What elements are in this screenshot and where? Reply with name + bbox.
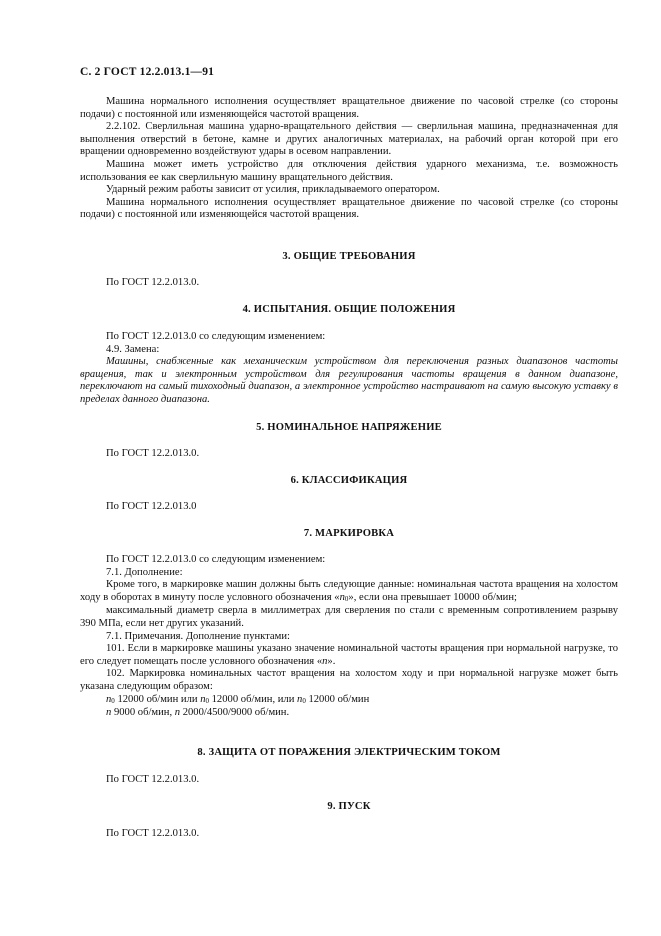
section-8 (80, 747, 618, 760)
section-4-text: По ГОСТ 12.2.013.0 со следующим изменением: (106, 331, 326, 342)
section-7-notes: 7.1. Примечания. Дополнение пунктами: (106, 630, 290, 642)
intro-paragraph-4: Ударный режим работы зависит от усилия, прикладываемого оператором. (106, 184, 440, 196)
section-8-text: По ГОСТ 12.2.013.0. (106, 774, 200, 785)
intro-paragraph-1: Машина нормального исполнения осуществляет вращательное движение по часовой стрелке (со стороны подачи) с постоянной или изменяющейся частотой вращения. (80, 96, 618, 120)
section-8-title: 8. ЗАЩИТА ОТ ПОРАЖЕНИЯ ЭЛЕКТРИЧЕСКИМ ТОКОМ (197, 747, 501, 758)
section-9-text: По ГОСТ 12.2.013.0. (106, 828, 200, 839)
intro-paragraph-2: 2.2.102. Сверлильная машина ударно-вращательного действия — сверлильная машина, предназначенная для выполнения отверстий в бетоне, камне и других аналогичных материалах, на рабочий орган которой при его вращении одновременно воздействуют удары в осевом направлении. (80, 121, 618, 158)
section-4-replacement-text: Машины, снабженные как механическим устройством для переключения разных диапазонов частоты вращения, так и электронным устройством для регулирования частоты вращения в данном диапазоне, переключают на самый тихоходный диапазон, а электронное устройство настраивают на самую высокую уставку в пределах данного диапазона. (80, 356, 618, 405)
section-5 (80, 422, 618, 435)
section-6 (80, 475, 618, 488)
intro-block (80, 96, 618, 222)
section-7-rated-speed-paragraph: Кроме того, в маркировке машин должны быть следующие данные: номинальная частота вращения на холостом ходу в оборотах в минуту после условного обозначения «$n_0$», если она превышает 10000 об/мин; (80, 579, 618, 603)
section-7-text: По ГОСТ 12.2.013.0 со следующим изменением: (106, 554, 326, 565)
section-3-title: 3. ОБЩИЕ ТРЕБОВАНИЯ (282, 251, 416, 262)
section-7-note-102: 102. Маркировка номинальных частот вращения на холостом ходу и при нормальной нагрузке может быть указана следующим образом: (80, 668, 618, 692)
section-6-title: 6. КЛАССИФИКАЦИЯ (290, 475, 408, 486)
section-3-text: По ГОСТ 12.2.013.0. (106, 277, 200, 288)
section-6-text: По ГОСТ 12.2.013.0 (106, 501, 197, 512)
page-header: С. 2 ГОСТ 12.2.013.1—91 (80, 66, 215, 78)
section-7-formula-1: $n_0$ 12000 об/мин или $n_0$ 12000 об/мин, или $n_0$ 12000 об/мин (106, 693, 370, 705)
section-5-text: По ГОСТ 12.2.013.0. (106, 448, 200, 459)
section-4-item: 4.9. Замена: (106, 343, 160, 355)
section-9-title: 9. ПУСК (327, 801, 371, 812)
section-7-addition: 7.1. Дополнение: (106, 566, 183, 578)
section-7-title: 7. МАРКИРОВКА (303, 528, 395, 539)
section-9 (80, 801, 618, 814)
section-5-title: 5. НОМИНАЛЬНОЕ НАПРЯЖЕНИЕ (256, 422, 442, 433)
section-4 (80, 304, 618, 317)
section-7-note-101: 101. Если в маркировке машины указано значение номинальной частоты вращения при нормальной нагрузке, то его следует помещать после условного обозначения «n». (80, 643, 618, 667)
section-3 (80, 251, 618, 264)
section-7-formula-2: n 9000 об/мин, n 2000/4500/9000 об/мин. (106, 707, 290, 719)
section-7 (80, 528, 618, 541)
section-7-drill-diameter-paragraph: максимальный диаметр сверла в миллиметрах для сверления по стали с временным сопротивлением разрыву 390 МПа, если нет других указаний. (80, 605, 618, 629)
intro-paragraph-3: Машина может иметь устройство для отключения действия ударного механизма, т.е. возможность использования ее как сверлильную машину вращательного действия. (80, 158, 618, 183)
section-4-title: 4. ИСПЫТАНИЯ. ОБЩИЕ ПОЛОЖЕНИЯ (242, 304, 456, 315)
intro-paragraph-5: Машина нормального исполнения осуществляет вращательное движение по часовой стрелке (со стороны подачи) с постоянной или изменяющейся частотой вращения. (80, 196, 618, 221)
